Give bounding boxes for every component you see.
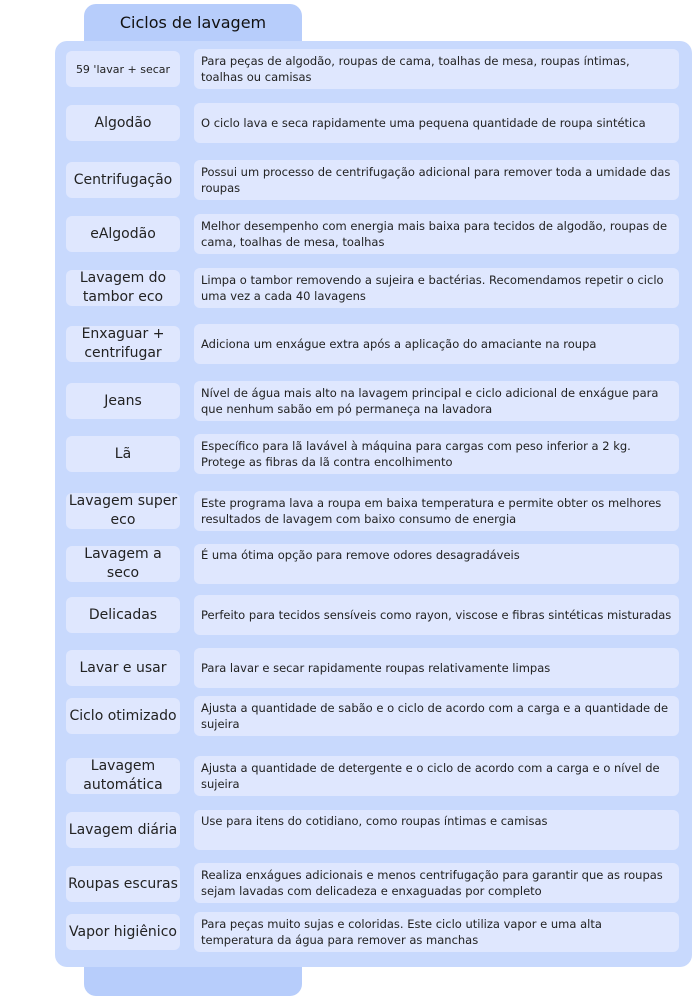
page-title: Ciclos de lavagem [119, 13, 267, 32]
cycle-description: Para peças de algodão, roupas de cama, toalhas de mesa, roupas íntimas, toalhas ou camisas [194, 49, 679, 89]
cycle-name: eAlgodão [66, 216, 180, 252]
cycle-description: Limpa o tambor removendo a sujeira e bactérias. Recomendamos repetir o ciclo uma vez a cada 40 lavagens [194, 268, 679, 308]
cycle-description: Perfeito para tecidos sensíveis como rayon, viscose e fibras sintéticas misturadas [194, 595, 679, 635]
cycle-description: Adiciona um enxágue extra após a aplicação do amaciante na roupa [194, 324, 679, 364]
cycle-name: Jeans [66, 383, 180, 419]
cycle-name: Lã [66, 436, 180, 472]
cycle-name: Lavagem diária [66, 812, 180, 848]
cycle-name: Ciclo otimizado [66, 698, 180, 734]
cycle-name: 59 'lavar + secar [66, 51, 180, 87]
cycle-description: Ajusta a quantidade de sabão e o ciclo de acordo com a carga e a quantidade de sujeira [194, 696, 679, 736]
cycle-description: Possui um processo de centrifugação adicional para remover toda a umidade das roupas [194, 160, 679, 200]
cycle-name: Vapor higiênico [66, 914, 180, 950]
cycle-description: Use para itens do cotidiano, como roupas íntimas e camisas [194, 810, 679, 850]
cycle-name: Delicadas [66, 597, 180, 633]
cycle-description: Ajusta a quantidade de detergente e o ciclo de acordo com a carga e o nível de sujeira [194, 756, 679, 796]
cycle-name: Centrifugação [66, 162, 180, 198]
cycle-name: Lavagem a seco [66, 546, 180, 582]
cycle-description: É uma ótima opção para remove odores desagradáveis [194, 544, 679, 584]
cycle-description: Para peças muito sujas e coloridas. Este ciclo utiliza vapor e uma alta temperatura da água para remover as manchas [194, 912, 679, 952]
cycle-name: Algodão [66, 105, 180, 141]
cycle-description: Específico para lã lavável à máquina para cargas com peso inferior a 2 kg. Protege as fibras da lã contra encolhimento [194, 434, 679, 474]
cycle-name: Lavagem super eco [66, 493, 180, 529]
cycle-description: Para lavar e secar rapidamente roupas relativamente limpas [194, 648, 679, 688]
cycle-name: Lavagem automática [66, 758, 180, 794]
cycle-name: Enxaguar + centrifugar [66, 326, 180, 362]
cycle-description: Este programa lava a roupa em baixa temperatura e permite obter os melhores resultados de lavagem com baixo consumo de energia [194, 491, 679, 531]
cycle-name: Lavagem do tambor eco [66, 270, 180, 306]
cycle-name: Lavar e usar [66, 650, 180, 686]
cycle-name: Roupas escuras [66, 866, 180, 902]
cycle-description: O ciclo lava e seca rapidamente uma pequena quantidade de roupa sintética [194, 103, 679, 143]
cycle-description: Melhor desempenho com energia mais baixa para tecidos de algodão, roupas de cama, toalhas de mesa, toalhas [194, 214, 679, 254]
cycle-description: Realiza enxágues adicionais e menos centrifugação para garantir que as roupas sejam lavadas com delicadeza e enxaguadas por completo [194, 863, 679, 903]
cycle-description: Nível de água mais alto na lavagem principal e ciclo adicional de enxágue para que nenhum sabão em pó permaneça na lavadora [194, 381, 679, 421]
